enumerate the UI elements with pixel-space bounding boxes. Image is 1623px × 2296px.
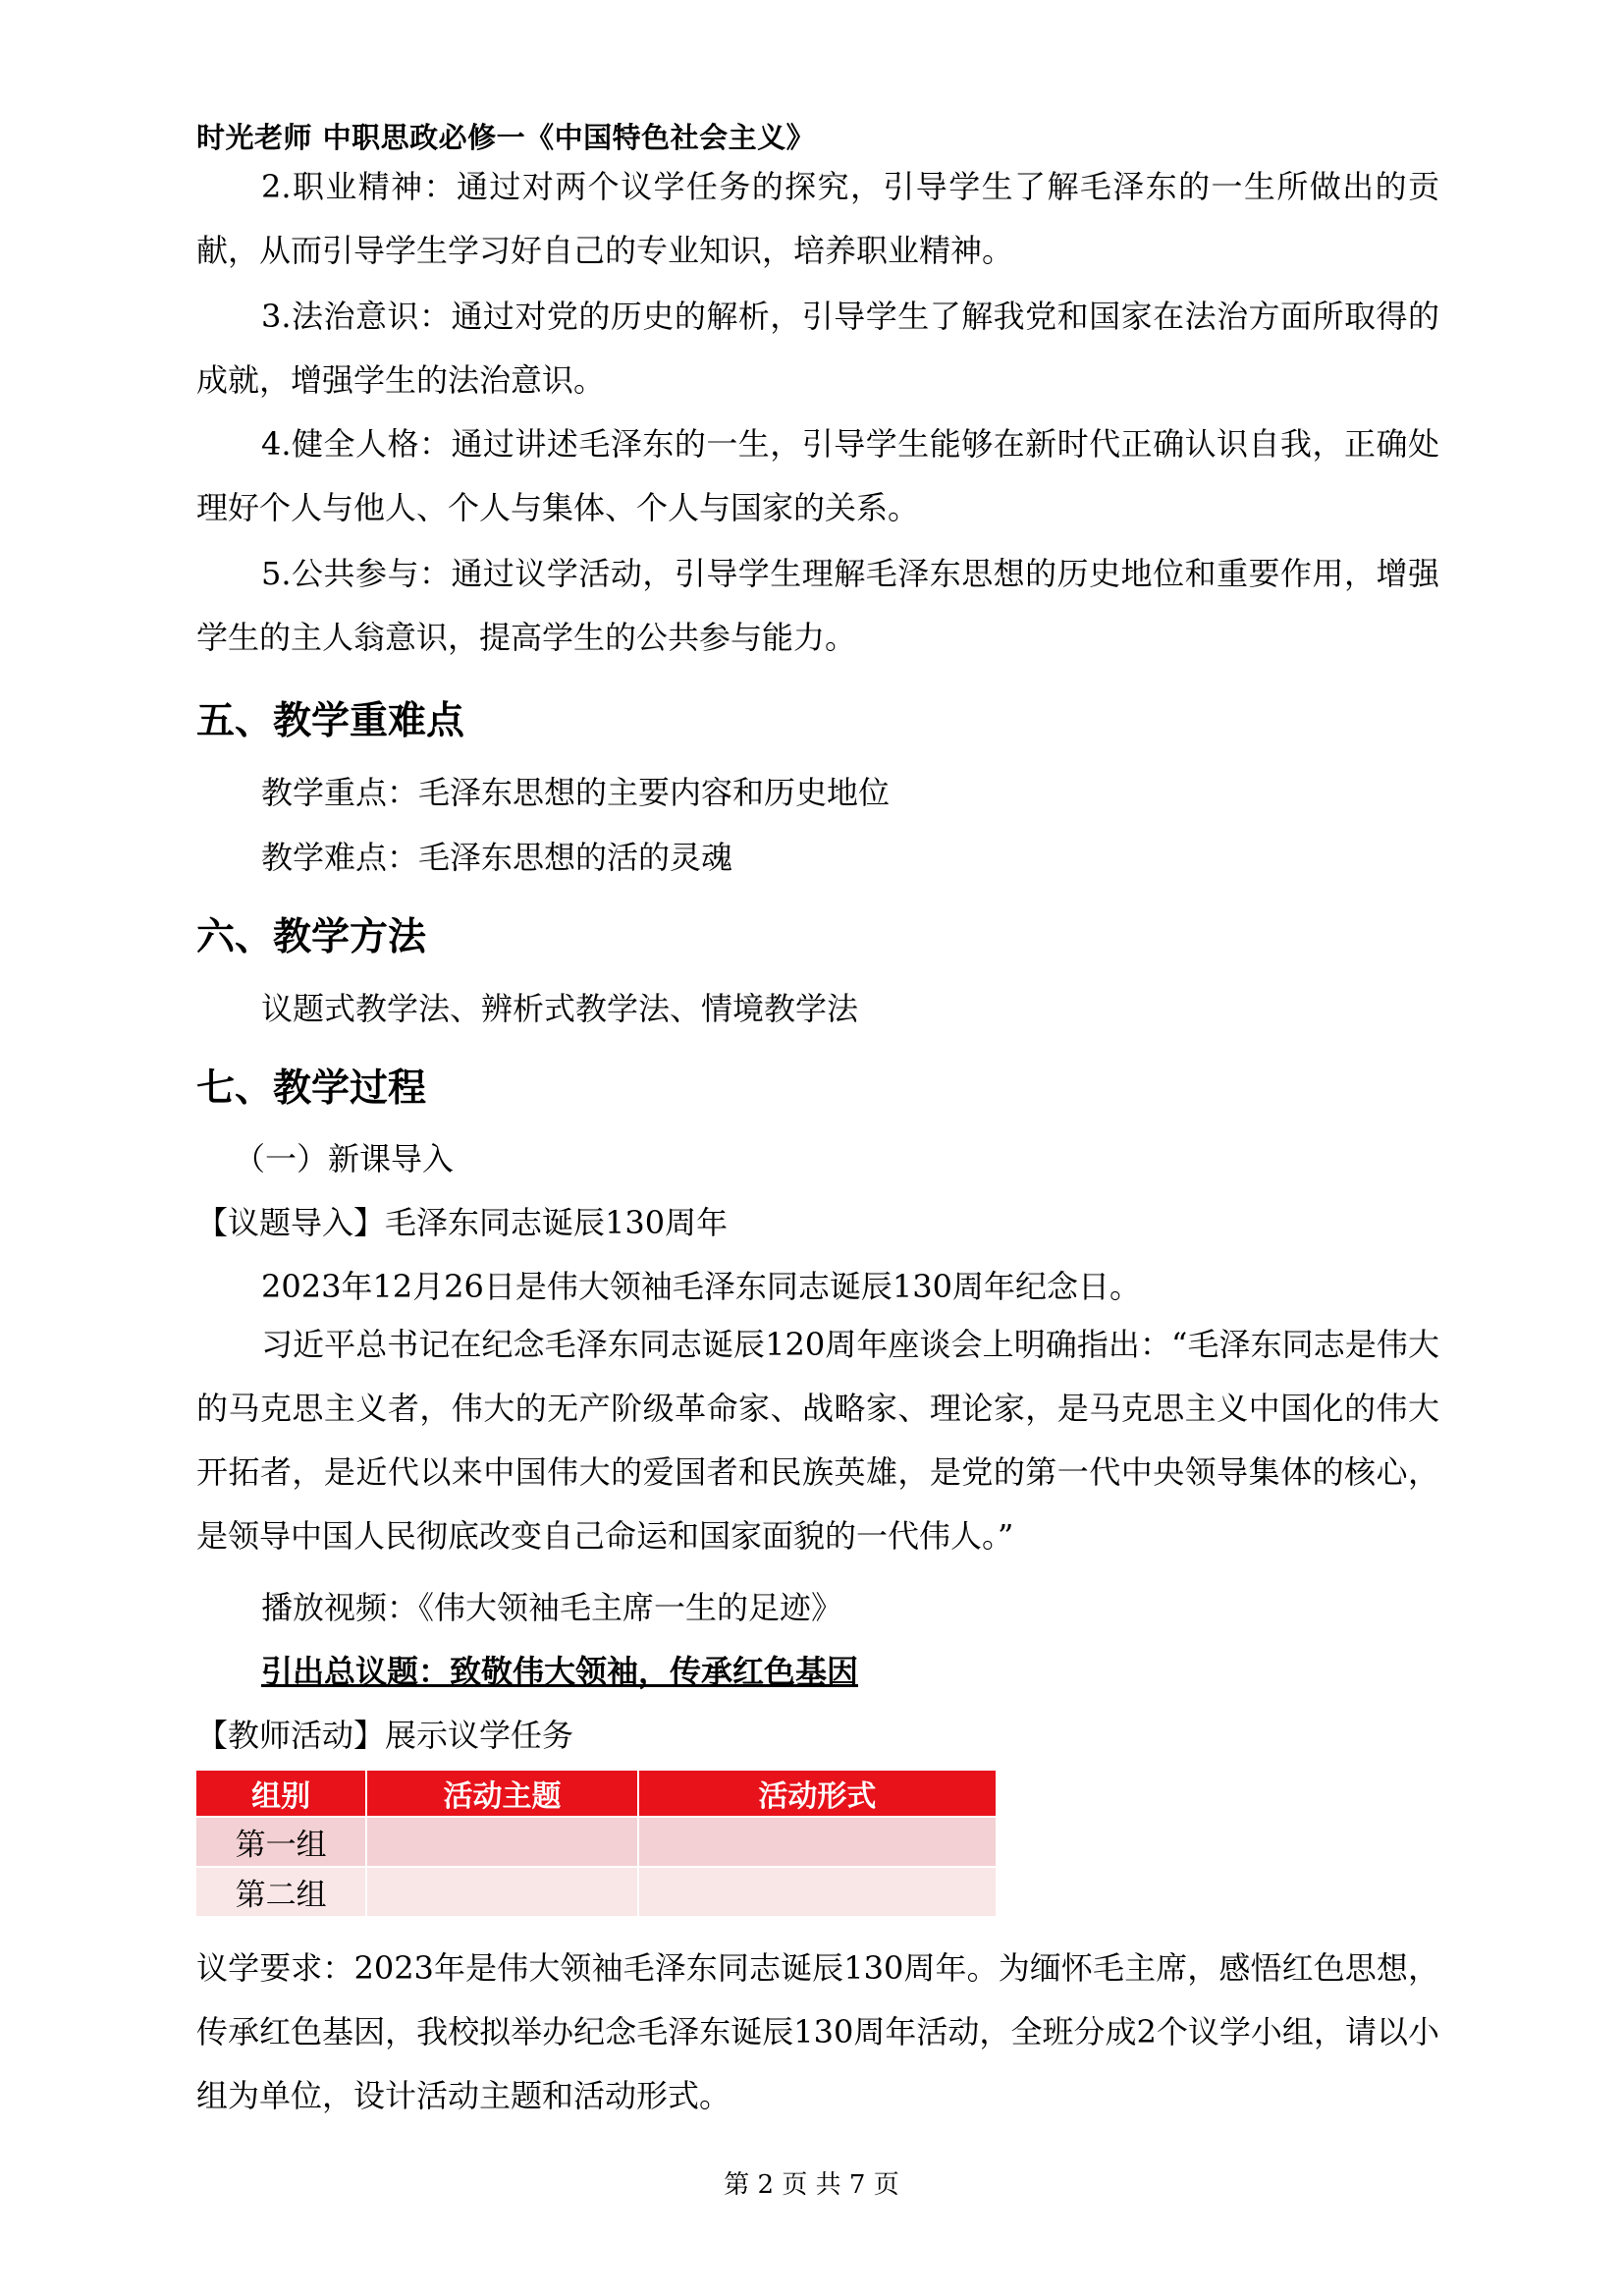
table-header-row [196,1771,996,1817]
table-row [196,1817,996,1867]
table-cell [366,1867,638,1916]
requirement-paragraph: 议学要求：2023年是伟大领袖毛泽东同志诞辰130周年。为缅怀毛主席，感悟红色思想，传承红色基因，我校拟举办纪念毛泽东诞辰130周年活动，全班分成2个议学小组，请以小组为单位，设计活动主题和活动形式。 [196,1949,1439,2114]
table-header-cell: 活动形式 [638,1771,996,1817]
intro-title: 【议题导入】毛泽东同志诞辰130周年 [196,1204,729,1241]
section-7-heading: 七、教学过程 [196,1066,427,1111]
goal-career: 2.职业精神：通过对两个议学任务的探究，引导学生了解毛泽东的一生所做出的贡献，从而引导学生学习好自己的专业知识，培养职业精神。 [196,168,1439,269]
subsection-new-lesson: （一）新课导入 [234,1140,455,1177]
table-header-cell: 活动主题 [366,1771,638,1817]
intro-paragraph: 2023年12月26日是伟大领袖毛泽东同志诞辰130周年纪念日。 [261,1268,1141,1305]
section-5-heading: 五、教学重难点 [196,699,465,743]
page-header: 时光老师 中职思政必修一《中国特色社会主义》 [196,121,816,154]
table-row [196,1867,996,1916]
goal-law: 3.法治意识：通过对党的历史的解析，引导学生了解我党和国家在法治方面所取得的成就，增强学生的法治意识。 [196,298,1439,399]
section-6-heading: 六、教学方法 [196,915,427,959]
task-table [196,1771,996,1916]
teaching-key-point: 教学重点：毛泽东思想的主要内容和历史地位 [261,774,891,811]
main-topic: 引出总议题：致敬伟大领袖，传承红色基因 [261,1653,859,1690]
table-cell: 第一组 [196,1817,366,1867]
quote-paragraph: 习近平总书记在纪念毛泽东同志诞辰120周年座谈会上明确指出：“毛泽东同志是伟大的马克思主义者，伟大的无产阶级革命家、战略家、理论家，是马克思主义中国化的伟大开拓者，是近代以来中国伟大的爱国者和民族英雄，是党的第一代中央领导集体的核心，是领导中国人民彻底改变自己命运和国家面貌的一代伟人。” [196,1326,1439,1555]
teacher-activity: 【教师活动】展示议学任务 [196,1717,574,1754]
table-cell [638,1867,996,1916]
teaching-difficult-point: 教学难点：毛泽东思想的活的灵魂 [261,839,733,876]
table-cell: 第二组 [196,1867,366,1916]
table-header-cell: 组别 [196,1771,366,1817]
video-line: 播放视频：《伟大领袖毛主席一生的足迹》 [261,1589,843,1626]
table-cell [366,1817,638,1867]
table-cell [638,1817,996,1867]
goal-participation: 5.公共参与：通过议学活动，引导学生理解毛泽东思想的历史地位和重要作用，增强学生的主人翁意识，提高学生的公共参与能力。 [196,555,1439,656]
page-footer: 第 2 页 共 7 页 [724,2170,899,2200]
goal-personality: 4.健全人格：通过讲述毛泽东的一生，引导学生能够在新时代正确认识自我，正确处理好个人与他人、个人与集体、个人与国家的关系。 [196,425,1439,526]
teaching-methods: 议题式教学法、辨析式教学法、情境教学法 [261,990,859,1027]
